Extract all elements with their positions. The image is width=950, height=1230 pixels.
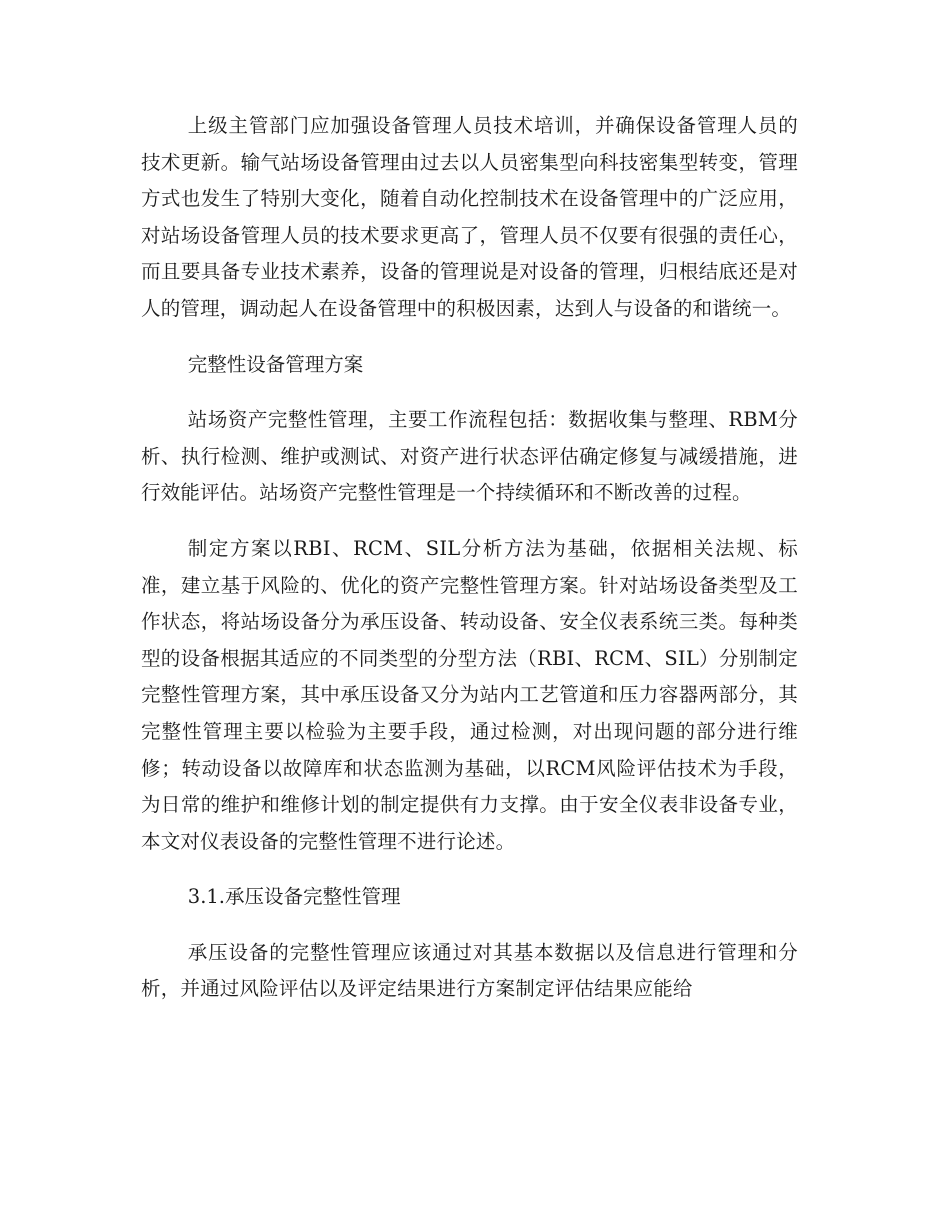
body-paragraph-workflow: 站场资产完整性管理，主要工作流程包括：数据收集与整理、RBM分析、执行检测、维护或测试、对资产进行状态评估确定修复与减缓措施，进行效能评估。站场资产完整性管理是一个持续循环和不断改善的过程。	[141, 408, 798, 505]
body-paragraph-training: 上级主管部门应加强设备管理人员技术培训，并确保设备管理人员的技术更新。输气站场设备管理由过去以人员密集型向科技密集型转变，管理方式也发生了特别大变化，随着自动化控制技术在设备管理中的广泛应用，对站场设备管理人员的技术要求更高了，管理人员不仅要有很强的责任心，而且要具备专业技术素养，设备的管理说是对设备的管理，归根结底还是对人的管理，调动起人在设备管理中的积极因素，达到人与设备的和谐统一。	[141, 114, 798, 320]
body-paragraph-plan-method: 制定方案以RBI、RCM、SIL分析方法为基础，依据相关法规、标准，建立基于风险的、优化的资产完整性管理方案。针对站场设备类型及工作状态，将站场设备分为承压设备、转动设备、安全仪表系统三类。每种类型的设备根据其适应的不同类型的分型方法（RBI、RCM、SIL）分别制定完整性管理方案，其中承压设备又分为站内工艺管道和压力容器两部分，其完整性管理主要以检验为主要手段，通过检测，对出现问题的部分进行维修；转动设备以故障库和状态监测为基础，以RCM风险评估技术为手段，为日常的维护和维修计划的制定提供有力支撑。由于安全仪表非设备专业，本文对仪表设备的完整性管理不进行论述。	[141, 536, 798, 853]
section-heading-integrity-plan: 完整性设备管理方案	[187, 352, 364, 376]
section-heading-pressure-equipment: 3.1.承压设备完整性管理	[187, 885, 401, 909]
body-paragraph-pressure-equipment: 承压设备的完整性管理应该通过对其基本数据以及信息进行管理和分析，并通过风险评估以及评定结果进行方案制定评估结果应能给	[141, 940, 798, 1001]
